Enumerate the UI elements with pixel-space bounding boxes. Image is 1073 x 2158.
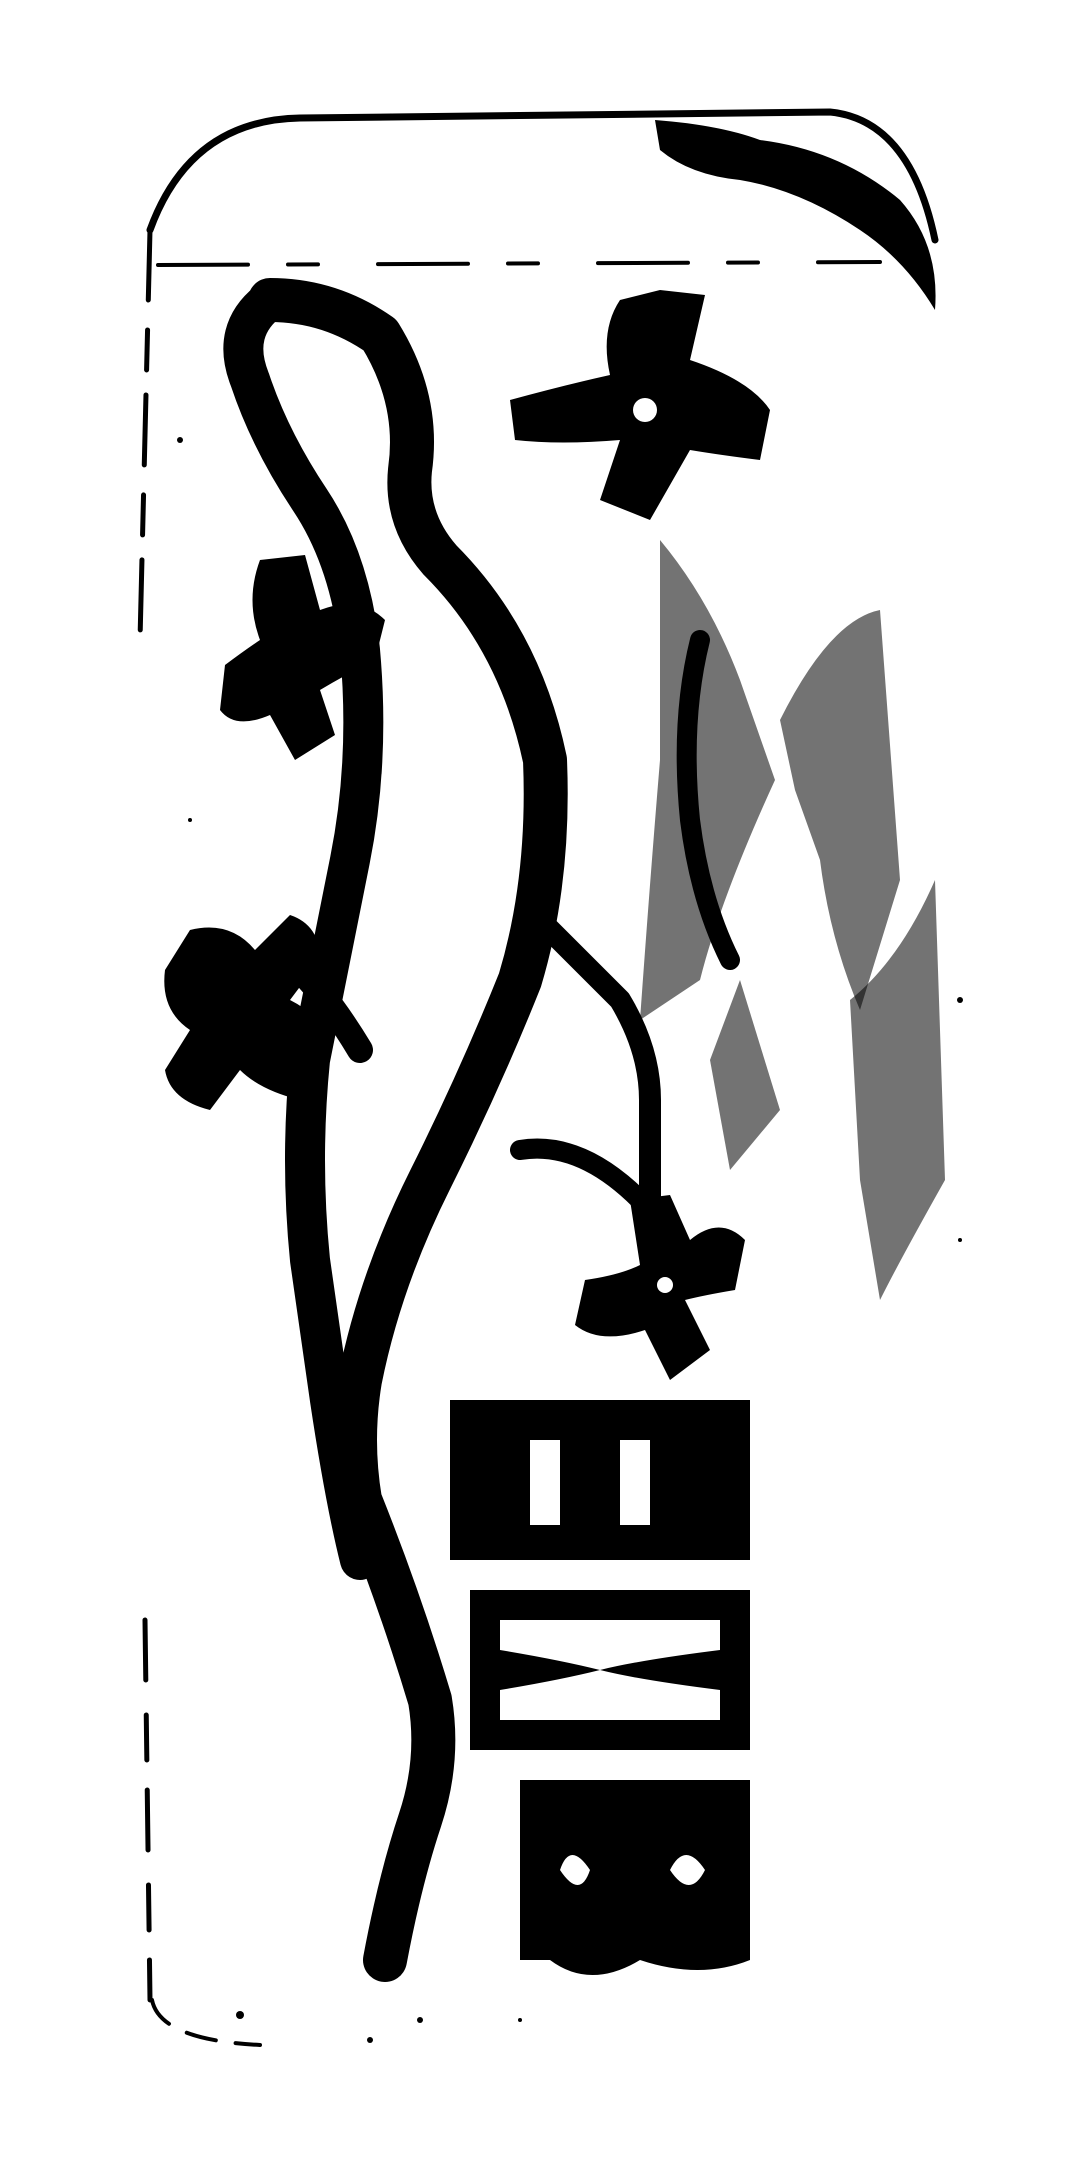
monogram-EMB xyxy=(450,1400,750,1975)
flower-icon xyxy=(164,915,330,1110)
ink-smudge xyxy=(640,540,945,1300)
flower-icon xyxy=(575,1195,745,1380)
flower-icon xyxy=(510,290,770,520)
